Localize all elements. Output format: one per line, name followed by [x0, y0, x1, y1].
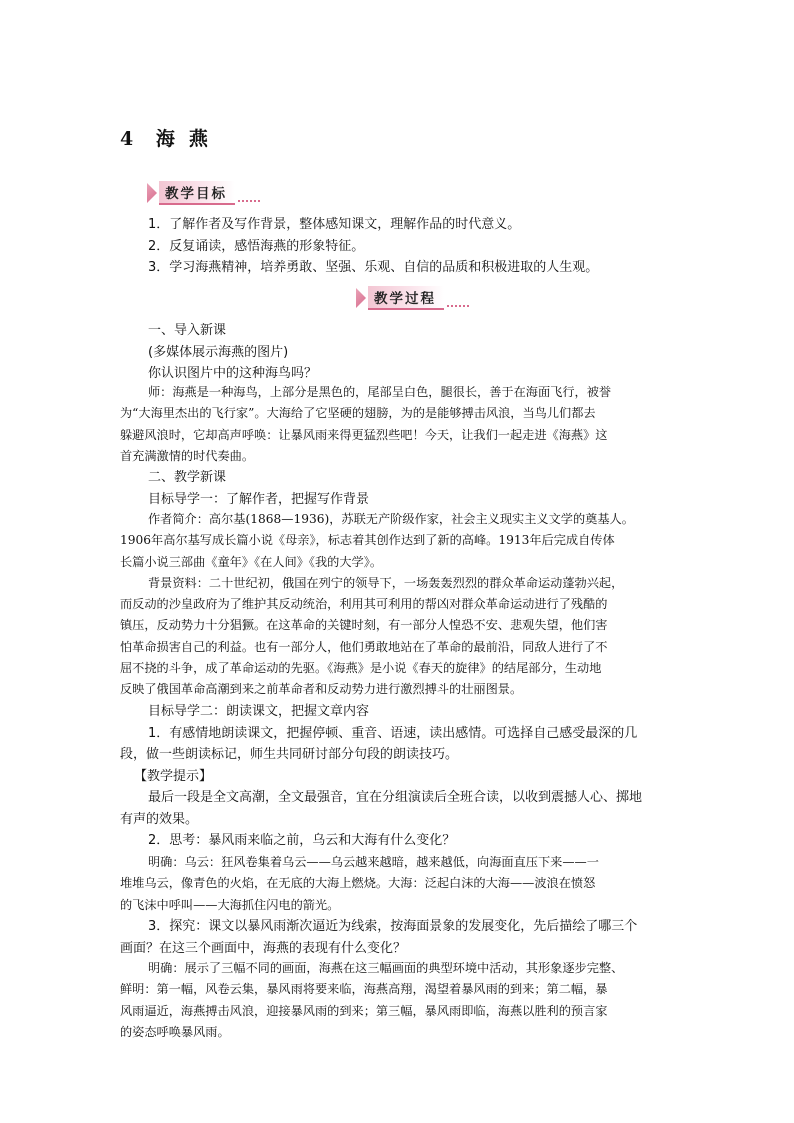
paragraph-line: 有声的效果。 [120, 811, 199, 827]
section-header-process [356, 287, 469, 309]
section-label: 教学过程 [368, 286, 444, 310]
paragraph: (多媒体展示海燕的图片) [148, 344, 289, 360]
dotted-divider [447, 303, 469, 307]
teacher-intro [120, 382, 682, 467]
goals-list [120, 214, 682, 279]
process-body-3 [120, 701, 682, 852]
process-body-4 [120, 916, 682, 959]
dotted-divider [238, 198, 260, 202]
paragraph-line: 的姿态呼唤暴风雨。 [120, 1024, 230, 1039]
paragraph: 目标导学一：了解作者，把握写作背景 [148, 491, 370, 507]
paragraph-line: 躲避风浪时，它却高声呼唤：让暴风雨来得更猛烈些吧！今天，让我们一起走进《海燕》这 [120, 427, 608, 442]
paragraph-line: 1．有感情地朗读课文，把握停顿、重音、语速，读出感情。可选择自己感受最深的几 [148, 725, 638, 741]
paragraph-line: 首充满激情的时代奏曲。 [120, 448, 255, 463]
paragraph-line: 的飞沫中呼叫——大海抓住闪电的箭光。 [120, 897, 340, 912]
paragraph-line: 怕革命损害自己的利益。也有一部分人，他们勇敢地站在了革命的最前沿，同敌人进行了不 [120, 639, 608, 654]
paragraph-line: 画面？在这三个画面中，海燕的表现有什么变化？ [120, 940, 407, 956]
paragraph-line: 段，做一些朗读标记，师生共同研讨部分句段的朗读技巧。 [120, 747, 459, 762]
paragraph-line: 为“大海里杰出的飞行家”。大海给了它坚硬的翅膀，为的是能够搏击风浪，当鸟儿们都去 [120, 406, 596, 421]
paragraph-line: 明确：乌云：狂风卷集着乌云——乌云越来越暗，越来越低，向海面直压下来——一 [148, 855, 599, 869]
paragraph-line: 风雨逼近，海燕搏击风浪，迎接暴风雨的到来；第三幅，暴风雨即临，海燕以胜利的预言家 [120, 1003, 608, 1018]
answer-clouds-sea [120, 852, 682, 916]
ribbon-icon [356, 288, 366, 308]
process-body-1 [120, 320, 682, 385]
paragraph-line: 作者简介：高尔基(1868—1936)，苏联无产阶级作家，社会主义现实主义文学的奠基人。 [148, 512, 634, 526]
process-body-2 [120, 467, 682, 510]
ribbon-icon [147, 183, 157, 203]
paragraph-line: 背景资料：二十世纪初，俄国在列宁的领导下，一场轰轰烈烈的群众革命运动蓬勃兴起， [148, 575, 624, 590]
section-header-goals [147, 182, 260, 204]
list-item: 1．了解作者及写作背景，整体感知课文，理解作品的时代意义。 [148, 217, 521, 232]
list-item: 3．学习海燕精神，培养勇敢、坚强、乐观、自信的品质和积极进取的人生观。 [148, 260, 599, 275]
paragraph-line: 3．探究：课文以暴风雨渐次逼近为线索，按海面景象的发展变化，先后描绘了哪三个 [148, 919, 638, 934]
teaching-tip-heading: 【教学提示】 [134, 768, 213, 784]
author-intro [120, 509, 682, 701]
section-label: 教学目标 [159, 181, 235, 205]
lesson-number: 4 [120, 128, 136, 150]
paragraph-line: 镇压，反动势力十分猖獗。在这革命的关键时刻，有一部分人惶恐不安、悲观失望，他们害 [120, 618, 608, 633]
paragraph-line: 1906年高尔基写成长篇小说《母亲》，标志着其创作达到了新的高峰。1913年后完成自传体 [120, 533, 615, 548]
paragraph-line: 长篇小说三部曲《童年》《在人间》《我的大学》。 [120, 554, 383, 569]
paragraph: 一、导入新课 [148, 323, 227, 338]
paragraph-line: 而反动的沙皇政府为了维护其反动统治，利用其可利用的帮凶对群众革命运动进行了残酷的 [120, 597, 608, 612]
paragraph: 你认识图片中的这种海鸟吗？ [148, 366, 318, 381]
paragraph-line: 鲜明：第一幅，风卷云集，暴风雨将要来临，海燕高翔，渴望着暴风雨的到来；第二幅，暴 [120, 982, 608, 997]
paragraph-line: 堆堆乌云，像青色的火焰，在无底的大海上燃烧。大海：泛起白沫的大海——波浪在愤怒 [120, 876, 596, 891]
list-item: 2．反复诵读，感悟海燕的形象特征。 [148, 238, 365, 254]
paragraph: 二、教学新课 [148, 470, 227, 485]
paragraph-line: 师：海燕是一种海鸟，上部分是黑色的，尾部呈白色，腿很长，善于在海面飞行，被誉 [148, 385, 612, 399]
paragraph-line: 明确：展示了三幅不同的画面，海燕在这三幅画面的典型环境中活动，其形象逐步完整、 [148, 961, 624, 975]
paragraph-line: 屈不挠的斗争，成了革命运动的先驱。《海燕》是小说《春天的旋律》的结尾部分，生动地 [120, 661, 602, 676]
paragraph-line: 最后一段是全文高潮，全文最强音，宜在分组演读后全班合读，以收到震撼人心、掷地 [148, 790, 643, 805]
answer-three-scenes [120, 958, 682, 1043]
paragraph: 目标导学二：朗读课文，把握文章内容 [148, 704, 370, 719]
paragraph: 2．思考：暴风雨来临之前，乌云和大海有什么变化？ [148, 833, 456, 848]
lesson-title: 海燕 [155, 128, 222, 150]
page-title [120, 124, 222, 151]
paragraph-line: 反映了俄国革命高潮到来之前革命者和反动势力进行激烈搏斗的壮丽图景。 [120, 682, 523, 697]
